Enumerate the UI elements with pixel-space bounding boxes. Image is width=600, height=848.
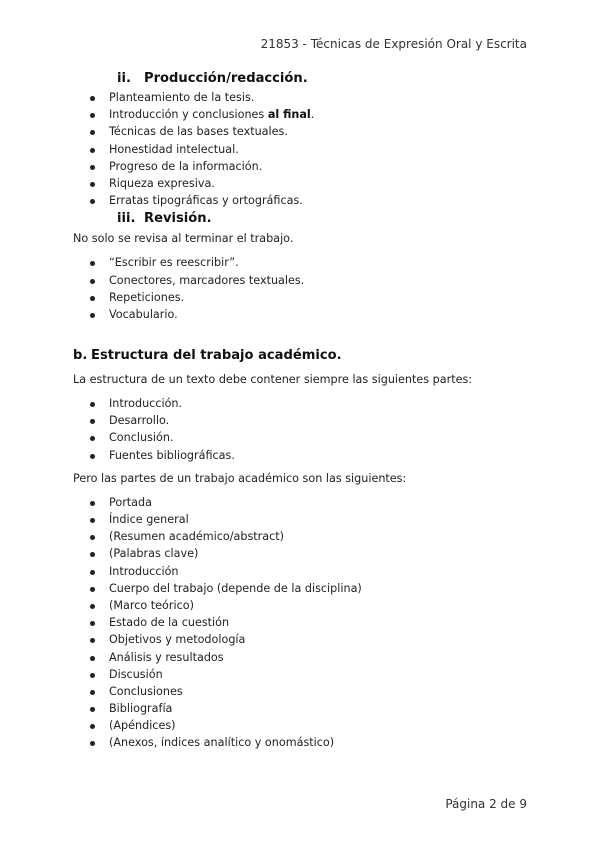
subheading-title: Revisión. — [144, 211, 212, 227]
document-body — [73, 69, 533, 752]
subheading-produccion — [73, 69, 533, 89]
page-footer: Página 2 de 9 — [445, 797, 527, 811]
subheading-revision — [73, 209, 533, 229]
list-item: Conclusión. — [73, 429, 533, 446]
subheading-title: Producción/redacción. — [144, 71, 308, 86]
list-item — [73, 106, 533, 123]
list-partes — [73, 494, 533, 752]
paragraph-revision: No solo se revisa al terminar el trabajo. — [73, 232, 294, 246]
list-item: (Resumen académico/abstract) — [73, 528, 533, 545]
list-item: Técnicas de las bases textuales. — [73, 123, 533, 140]
list-item: Conclusiones — [73, 683, 533, 700]
list-item: Riqueza expresiva. — [73, 175, 533, 192]
list-item: Erratas tipográficas y ortográficas. — [73, 192, 533, 209]
list-item: Fuentes bibliográficas. — [73, 447, 533, 464]
subheading-number: ii. — [117, 71, 131, 86]
list-item: Cuerpo del trabajo (depende de la disciplina) — [73, 580, 533, 597]
list-item: Bibliografía — [73, 700, 533, 717]
section-number: b. — [73, 348, 88, 364]
list-item: Progreso de la información. — [73, 158, 533, 175]
list-item: Índice general — [73, 511, 533, 528]
list-item: Introducción. — [73, 395, 533, 412]
list-item: Repeticiones. — [73, 289, 533, 306]
paragraph-estructura: La estructura de un texto debe contener siempre las siguientes partes: — [73, 373, 473, 387]
list-item-emphasis: al final — [267, 108, 311, 122]
list-item-text: . — [310, 108, 315, 122]
page-header: 21853 - Técnicas de Expresión Oral y Escrita — [260, 37, 527, 51]
list-item: Planteamiento de la tesis. — [73, 89, 533, 106]
list-item: (Palabras clave) — [73, 545, 533, 562]
list-item: (Marco teórico) — [73, 597, 533, 614]
list-item: (Anexos, índices analítico y onomástico) — [73, 734, 533, 751]
list-item: Objetivos y metodología — [73, 631, 533, 648]
list-estructura — [73, 395, 533, 464]
list-item: Portada — [73, 494, 533, 511]
section-title: Estructura del trabajo académico. — [91, 348, 342, 364]
list-item: Introducción — [73, 563, 533, 580]
list-item: Análisis y resultados — [73, 649, 533, 666]
list-revision — [73, 254, 533, 323]
list-produccion — [73, 89, 533, 209]
list-item-text: Introducción y conclusiones — [109, 108, 268, 122]
paragraph-partes: Pero las partes de un trabajo académico son las siguientes: — [73, 471, 407, 485]
list-item: Vocabulario. — [73, 306, 533, 323]
list-item: Discusión — [73, 666, 533, 683]
list-item: “Escribir es reescribir”. — [73, 254, 533, 271]
list-item: Desarrollo. — [73, 412, 533, 429]
list-item: Conectores, marcadores textuales. — [73, 272, 533, 289]
list-item: Estado de la cuestión — [73, 614, 533, 631]
list-item: Honestidad intelectual. — [73, 141, 533, 158]
list-item: (Apéndices) — [73, 717, 533, 734]
subheading-number: iii. — [117, 211, 136, 227]
section-heading-estructura — [73, 346, 533, 366]
